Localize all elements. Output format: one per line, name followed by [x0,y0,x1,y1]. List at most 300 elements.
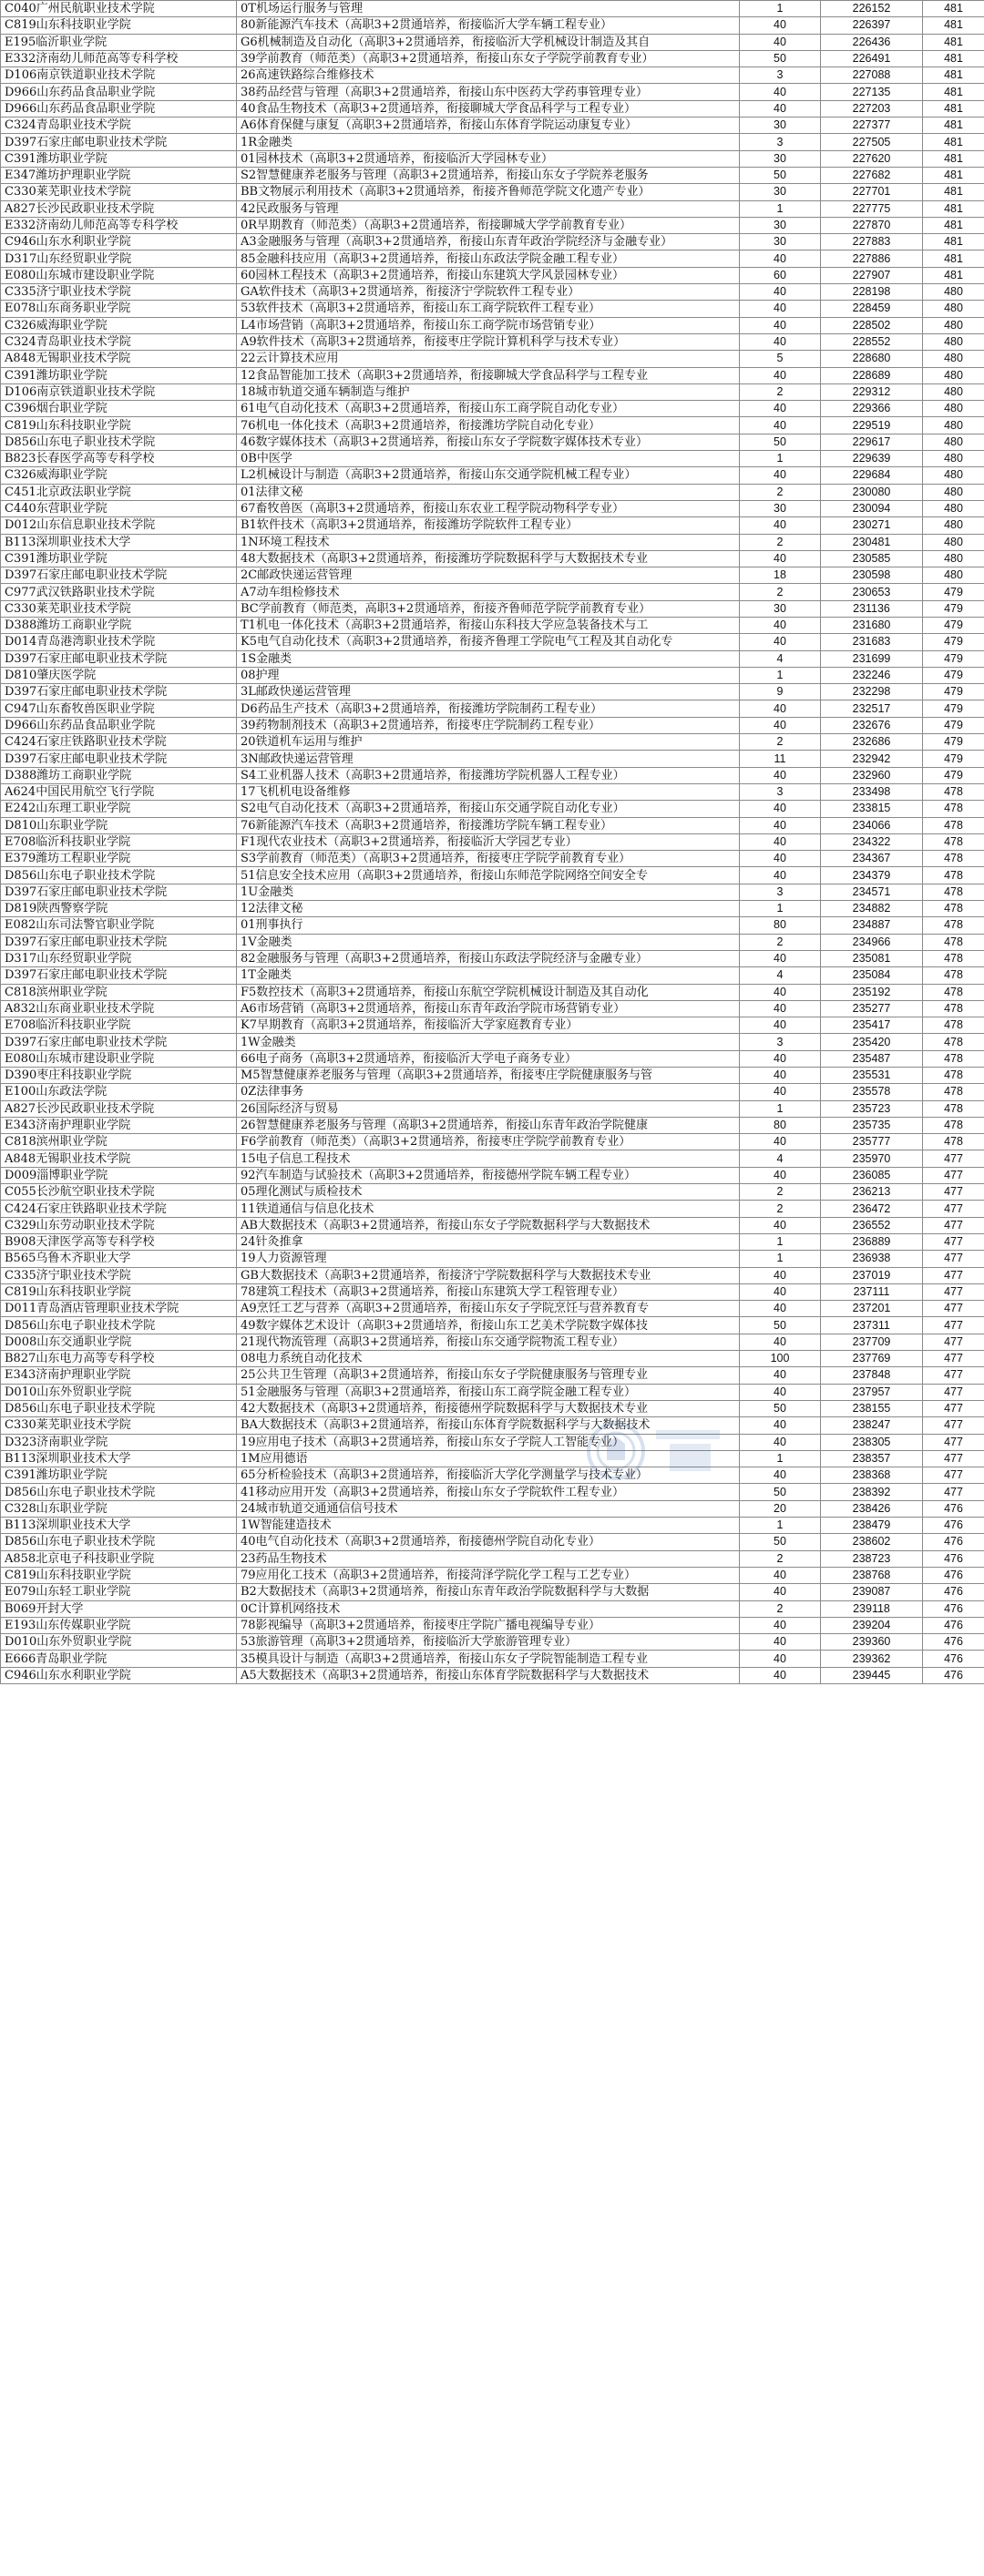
cell-count: 30 [740,184,821,200]
cell-rank: 239445 [821,1667,923,1683]
cell-count: 30 [740,600,821,617]
cell-score: 477 [923,1267,984,1283]
cell-program: 48大数据技术（高职3+2贯通培养，衔接潍坊学院数据科学与大数据技术专业 [237,550,740,567]
cell-school: E078山东商务职业学院 [1,301,237,317]
cell-score: 477 [923,1301,984,1317]
cell-school: D397石家庄邮电职业技术学院 [1,884,237,900]
cell-school: C391潍坊职业学院 [1,150,237,167]
cell-school: D856山东电子职业技术学院 [1,1317,237,1334]
table-row [1,167,984,183]
cell-program: BB文物展示利用技术（高职3+2贯通培养，衔接齐鲁师范学院文化遗产专业） [237,184,740,200]
cell-school: E343济南护理职业学院 [1,1367,237,1384]
table-row [1,751,984,767]
cell-rank: 230585 [821,550,923,567]
cell-school: E332济南幼儿师范高等专科学校 [1,50,237,66]
table-row [1,600,984,617]
cell-program: L2机械设计与制造（高职3+2贯通培养，衔接山东交通学院机械工程专业） [237,467,740,484]
table-row [1,534,984,550]
cell-rank: 237709 [821,1334,923,1350]
table-row [1,950,984,966]
cell-score: 481 [923,50,984,66]
cell-score: 479 [923,717,984,733]
cell-score: 478 [923,967,984,984]
cell-score: 480 [923,401,984,417]
table-row [1,333,984,350]
cell-rank: 226397 [821,17,923,34]
cell-program: 1M应用德语 [237,1450,740,1467]
cell-rank: 232298 [821,684,923,700]
cell-rank: 228198 [821,284,923,301]
cell-count: 1 [740,1518,821,1534]
cell-rank: 238357 [821,1450,923,1467]
cell-rank: 239360 [821,1634,923,1651]
cell-program: 51金融服务与管理（高职3+2贯通培养，衔接山东工商学院金融工程专业） [237,1384,740,1400]
cell-score: 477 [923,1484,984,1500]
cell-program: 78影视编导（高职3+2贯通培养，衔接枣庄学院广播电视编导专业） [237,1617,740,1633]
table-row [1,383,984,400]
cell-rank: 238247 [821,1417,923,1434]
cell-school: C391潍坊职业学院 [1,367,237,383]
cell-program: 26国际经济与贸易 [237,1100,740,1117]
cell-program: A6市场营销（高职3+2贯通培养，衔接山东青年政治学院市场营销专业） [237,1000,740,1017]
cell-rank: 234066 [821,817,923,833]
cell-count: 4 [740,1150,821,1167]
table-row [1,884,984,900]
table-row [1,934,984,950]
cell-school: D317山东经贸职业学院 [1,250,237,267]
cell-school: B113深圳职业技术大学 [1,1450,237,1467]
table-row [1,1301,984,1317]
cell-rank: 234322 [821,833,923,850]
cell-program: A6体育保健与康复（高职3+2贯通培养，衔接山东体育学院运动康复专业） [237,118,740,134]
cell-school: C330莱芜职业技术学院 [1,1417,237,1434]
cell-score: 479 [923,634,984,650]
cell-school: D397石家庄邮电职业技术学院 [1,1034,237,1050]
cell-score: 477 [923,1217,984,1233]
cell-count: 40 [740,517,821,534]
table-row [1,1367,984,1384]
table-row [1,234,984,250]
cell-count: 11 [740,751,821,767]
cell-score: 479 [923,600,984,617]
cell-score: 480 [923,451,984,467]
cell-program: 0Z法律事务 [237,1084,740,1100]
cell-school: D856山东电子职业技术学院 [1,1484,237,1500]
cell-count: 1 [740,1450,821,1467]
cell-score: 480 [923,534,984,550]
cell-program: 53旅游管理（高职3+2贯通培养，衔接临沂大学旅游管理专业） [237,1634,740,1651]
table-row [1,1384,984,1400]
cell-rank: 232517 [821,700,923,717]
cell-program: M5智慧健康养老服务与管理（高职3+2贯通培养，衔接枣庄学院健康服务与管 [237,1068,740,1084]
cell-rank: 227620 [821,150,923,167]
table-row [1,801,984,817]
cell-program: 39药物制剂技术（高职3+2贯通培养，衔接枣庄学院制药工程专业） [237,717,740,733]
table-row [1,650,984,667]
cell-score: 478 [923,851,984,867]
cell-school: B827山东电力高等专科学校 [1,1351,237,1367]
cell-school: D010山东外贸职业学院 [1,1384,237,1400]
cell-count: 3 [740,1034,821,1050]
table-row [1,734,984,751]
cell-program: 18城市轨道交通车辆制造与维护 [237,383,740,400]
cell-score: 476 [923,1651,984,1667]
cell-rank: 235417 [821,1017,923,1034]
cell-rank: 238426 [821,1500,923,1517]
table-row [1,134,984,150]
cell-score: 477 [923,1251,984,1267]
table-row [1,434,984,450]
cell-count: 40 [740,867,821,884]
cell-rank: 228680 [821,351,923,367]
cell-rank: 235277 [821,1000,923,1017]
cell-school: C946山东水利职业学院 [1,1667,237,1683]
cell-program: 24针灸推拿 [237,1233,740,1250]
cell-count: 40 [740,317,821,333]
cell-program: 67畜牧兽医（高职3+2贯通培养，衔接山东农业工程学院动物科学专业） [237,500,740,516]
cell-count: 40 [740,333,821,350]
cell-score: 479 [923,684,984,700]
table-row [1,1600,984,1617]
cell-program: L4市场营销（高职3+2贯通培养，衔接山东工商学院市场营销专业） [237,317,740,333]
table-row [1,1567,984,1583]
cell-rank: 237848 [821,1367,923,1384]
cell-count: 1 [740,1,821,17]
cell-count: 40 [740,1050,821,1067]
cell-score: 480 [923,284,984,301]
cell-score: 478 [923,1034,984,1050]
cell-score: 477 [923,1283,984,1300]
cell-count: 3 [740,134,821,150]
cell-count: 40 [740,1084,821,1100]
cell-count: 2 [740,1600,821,1617]
cell-program: 42大数据技术（高职3+2贯通培养，衔接德州学院数据科学与大数据技术专业 [237,1400,740,1416]
cell-count: 60 [740,267,821,283]
cell-school: D106南京铁道职业技术学院 [1,67,237,84]
cell-count: 2 [740,1201,821,1217]
cell-score: 479 [923,767,984,783]
cell-rank: 229684 [821,467,923,484]
cell-school: D323济南职业学院 [1,1434,237,1450]
cell-school: C819山东科技职业学院 [1,17,237,34]
cell-rank: 226436 [821,34,923,50]
cell-count: 3 [740,884,821,900]
cell-count: 40 [740,1634,821,1651]
table-row [1,1068,984,1084]
cell-program: 66电子商务（高职3+2贯通培养，衔接临沂大学电子商务专业） [237,1050,740,1067]
cell-program: D6药品生产技术（高职3+2贯通培养，衔接潍坊学院制药工程专业） [237,700,740,717]
cell-count: 40 [740,1267,821,1283]
table-row [1,584,984,600]
cell-rank: 227870 [821,217,923,233]
cell-count: 40 [740,1584,821,1600]
cell-score: 477 [923,1384,984,1400]
cell-school: D008山东交通职业学院 [1,1334,237,1350]
cell-school: B113深圳职业技术大学 [1,1518,237,1534]
table-row [1,1467,984,1484]
table-row [1,700,984,717]
cell-program: 08护理 [237,667,740,683]
cell-count: 40 [740,1301,821,1317]
cell-score: 476 [923,1667,984,1683]
cell-score: 479 [923,734,984,751]
cell-program: 3L邮政快递运营管理 [237,684,740,700]
cell-school: E708临沂科技职业学院 [1,1017,237,1034]
table-row [1,1050,984,1067]
cell-count: 40 [740,1467,821,1484]
cell-count: 40 [740,801,821,817]
cell-program: 79应用化工技术（高职3+2贯通培养，衔接菏泽学院化学工程与工艺专业） [237,1567,740,1583]
cell-program: F1现代农业技术（高职3+2贯通培养，衔接临沂大学园艺专业） [237,833,740,850]
cell-score: 480 [923,367,984,383]
cell-program: 1T金融类 [237,967,740,984]
cell-rank: 226152 [821,1,923,17]
table-row [1,1550,984,1567]
cell-score: 477 [923,1367,984,1384]
cell-rank: 231699 [821,650,923,667]
table-row [1,1518,984,1534]
cell-school: D856山东电子职业技术学院 [1,1400,237,1416]
cell-count: 1 [740,200,821,217]
cell-score: 480 [923,417,984,434]
cell-count: 50 [740,1534,821,1550]
cell-rank: 232246 [821,667,923,683]
cell-score: 476 [923,1500,984,1517]
cell-school: D856山东电子职业技术学院 [1,1534,237,1550]
cell-rank: 236938 [821,1251,923,1267]
cell-score: 479 [923,584,984,600]
table-row [1,417,984,434]
cell-program: AB大数据技术（高职3+2贯通培养，衔接山东女子学院数据科学与大数据技术 [237,1217,740,1233]
cell-school: B908天津医学高等专科学校 [1,1233,237,1250]
cell-score: 480 [923,550,984,567]
cell-rank: 232686 [821,734,923,751]
cell-program: 49数字媒体艺术设计（高职3+2贯通培养，衔接山东工艺美术学院数字媒体技 [237,1317,740,1334]
cell-program: 05理化测试与质检技术 [237,1184,740,1201]
cell-school: E708临沂科技职业学院 [1,833,237,850]
table-row [1,467,984,484]
table-row [1,1400,984,1416]
cell-score: 481 [923,84,984,100]
table-row [1,351,984,367]
cell-score: 481 [923,17,984,34]
cell-school: A848无锡职业技术学院 [1,351,237,367]
cell-count: 1 [740,1251,821,1267]
cell-count: 40 [740,617,821,633]
cell-count: 40 [740,1134,821,1150]
cell-rank: 238723 [821,1550,923,1567]
table-row [1,851,984,867]
cell-school: A827长沙民政职业技术学院 [1,1100,237,1117]
cell-program: 51信息安全技术应用（高职3+2贯通培养，衔接山东师范学院网络空间安全专 [237,867,740,884]
cell-score: 480 [923,434,984,450]
cell-count: 30 [740,500,821,516]
table-row [1,867,984,884]
cell-program: 38药品经营与管理（高职3+2贯通培养，衔接山东中医药大学药事管理专业） [237,84,740,100]
cell-count: 2 [740,484,821,500]
cell-count: 1 [740,901,821,917]
cell-count: 40 [740,851,821,867]
cell-count: 40 [740,417,821,434]
table-row [1,1317,984,1334]
table-row [1,1150,984,1167]
cell-score: 478 [923,867,984,884]
cell-rank: 238368 [821,1467,923,1484]
cell-school: A624中国民用航空飞行学院 [1,783,237,800]
cell-count: 40 [740,717,821,733]
cell-program: S2电气自动化技术（高职3+2贯通培养，衔接山东交通学院自动化专业） [237,801,740,817]
cell-school: D317山东经贸职业学院 [1,950,237,966]
cell-score: 480 [923,517,984,534]
cell-rank: 232676 [821,717,923,733]
cell-school: D014青岛港湾职业技术学院 [1,634,237,650]
cell-score: 480 [923,383,984,400]
cell-school: A858北京电子科技职业学院 [1,1550,237,1567]
cell-score: 477 [923,1417,984,1434]
cell-count: 20 [740,1500,821,1517]
table-row [1,1634,984,1651]
cell-score: 481 [923,1,984,17]
table-row [1,267,984,283]
cell-count: 9 [740,684,821,700]
cell-school: B823长春医学高等专科学校 [1,451,237,467]
cell-count: 40 [740,84,821,100]
cell-rank: 234887 [821,917,923,934]
cell-count: 30 [740,234,821,250]
cell-score: 480 [923,567,984,584]
cell-school: E242山东理工职业学院 [1,801,237,817]
table-row [1,901,984,917]
cell-score: 481 [923,200,984,217]
cell-count: 2 [740,383,821,400]
cell-school: E100山东政法学院 [1,1084,237,1100]
cell-program: 26智慧健康养老服务与管理（高职3+2贯通培养，衔接山东青年政治学院健康 [237,1117,740,1133]
cell-program: K5电气自动化技术（高职3+2贯通培养，衔接齐鲁理工学院电气工程及其自动化专 [237,634,740,650]
cell-count: 80 [740,917,821,934]
cell-school: D397石家庄邮电职业技术学院 [1,567,237,584]
cell-count: 40 [740,467,821,484]
cell-rank: 232960 [821,767,923,783]
admission-table-body [1,1,984,1684]
cell-rank: 237111 [821,1283,923,1300]
cell-program: 39学前教育（师范类）（高职3+2贯通培养，衔接山东女子学院学前教育专业） [237,50,740,66]
table-row [1,984,984,1000]
cell-count: 40 [740,1384,821,1400]
cell-count: 3 [740,783,821,800]
cell-count: 50 [740,50,821,66]
cell-school: C391潍坊职业学院 [1,550,237,567]
cell-rank: 229639 [821,451,923,467]
cell-rank: 235084 [821,967,923,984]
cell-program: 60园林工程技术（高职3+2贯通培养，衔接山东建筑大学风景园林专业） [237,267,740,283]
cell-program: 76机电一体化技术（高职3+2贯通培养，衔接潍坊学院自动化专业） [237,417,740,434]
cell-count: 2 [740,1550,821,1567]
cell-program: 1W金融类 [237,1034,740,1050]
table-row [1,1201,984,1217]
cell-score: 477 [923,1434,984,1450]
cell-count: 40 [740,1434,821,1450]
cell-score: 476 [923,1567,984,1583]
cell-count: 40 [740,1667,821,1683]
table-row [1,401,984,417]
cell-rank: 227701 [821,184,923,200]
table-row [1,550,984,567]
cell-program: 0B中医学 [237,451,740,467]
cell-rank: 239204 [821,1617,923,1633]
table-row [1,1167,984,1183]
cell-school: C330莱芜职业技术学院 [1,184,237,200]
table-row [1,917,984,934]
cell-count: 40 [740,833,821,850]
cell-score: 476 [923,1600,984,1617]
cell-school: C977武汉铁路职业技术学院 [1,584,237,600]
cell-count: 50 [740,167,821,183]
cell-school: D966山东药品食品职业学院 [1,100,237,117]
cell-program: BA大数据技术（高职3+2贯通培养，衔接山东体育学院数据科学与大数据技术 [237,1417,740,1434]
table-row [1,767,984,783]
cell-program: B2大数据技术（高职3+2贯通培养，衔接山东青年政治学院数据科学与大数据 [237,1584,740,1600]
cell-program: 11铁道通信与信息化技术 [237,1201,740,1217]
cell-score: 476 [923,1634,984,1651]
cell-school: E080山东城市建设职业学院 [1,267,237,283]
cell-rank: 234379 [821,867,923,884]
cell-rank: 235420 [821,1034,923,1050]
cell-program: 24城市轨道交通通信信号技术 [237,1500,740,1517]
cell-score: 478 [923,1000,984,1017]
cell-school: D397石家庄邮电职业技术学院 [1,751,237,767]
cell-rank: 227088 [821,67,923,84]
cell-program: 46数字媒体技术（高职3+2贯通培养，衔接山东女子学院数字媒体技术专业） [237,434,740,450]
cell-program: 82金融服务与管理（高职3+2贯通培养，衔接山东政法学院经济与金融专业） [237,950,740,966]
cell-rank: 230271 [821,517,923,534]
table-row [1,1184,984,1201]
cell-count: 40 [740,550,821,567]
cell-count: 30 [740,150,821,167]
cell-score: 480 [923,484,984,500]
cell-score: 477 [923,1467,984,1484]
cell-count: 40 [740,634,821,650]
cell-school: D397石家庄邮电职业技术学院 [1,967,237,984]
cell-school: C324青岛职业技术学院 [1,333,237,350]
cell-school: A832山东商业职业技术学院 [1,1000,237,1017]
cell-rank: 237201 [821,1301,923,1317]
cell-rank: 227907 [821,267,923,283]
cell-school: C335济宁职业技术学院 [1,1267,237,1283]
cell-score: 476 [923,1518,984,1534]
cell-count: 40 [740,1167,821,1183]
table-row [1,1651,984,1667]
cell-count: 40 [740,1017,821,1034]
cell-score: 480 [923,333,984,350]
cell-school: C396烟台职业学院 [1,401,237,417]
cell-program: A9软件技术（高职3+2贯通培养，衔接枣庄学院计算机科学与技术专业） [237,333,740,350]
cell-school: A827长沙民政职业技术学院 [1,200,237,217]
cell-rank: 230094 [821,500,923,516]
cell-rank: 237957 [821,1384,923,1400]
cell-program: 21现代物流管理（高职3+2贯通培养，衔接山东交通学院物流工程专业） [237,1334,740,1350]
table-row [1,967,984,984]
cell-count: 100 [740,1351,821,1367]
cell-rank: 228689 [821,367,923,383]
cell-school: E193山东传媒职业学院 [1,1617,237,1633]
cell-count: 4 [740,967,821,984]
cell-program: 01园林技术（高职3+2贯通培养，衔接临沂大学园林专业） [237,150,740,167]
cell-school: C329山东劳动职业技术学院 [1,1217,237,1233]
cell-rank: 232942 [821,751,923,767]
cell-rank: 227883 [821,234,923,250]
cell-count: 50 [740,1484,821,1500]
table-row [1,1217,984,1233]
